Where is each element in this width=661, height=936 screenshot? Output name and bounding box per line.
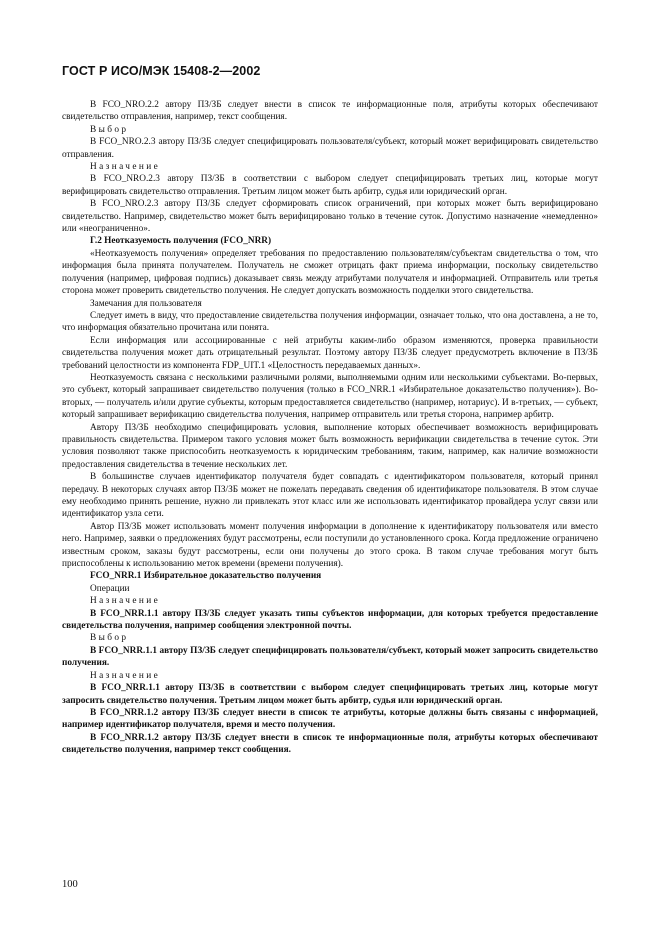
paragraph: В FCO_NRO.2.3 автору ПЗ/ЗБ следует сформировать список ограничений, при которых может быть верифицировано свидетельство. Например, свидетельство может быть верифицировано только в течение суток. Допустимо назначение «немедленно» или «неограниченно».: [62, 199, 598, 235]
page-number: 100: [62, 879, 78, 890]
component-heading: FCO_NRR.1 Избирательное доказательство получения: [90, 571, 322, 582]
paragraph: В FCO_NRO.2.2 автору ПЗ/ЗБ следует внести в список те информационные поля, атрибуты которых обеспечивают свидетельство отправления, например, текст сообщения.: [62, 100, 598, 123]
section-heading: Г.2 Неотказуемость получения (FCO_NRR): [90, 236, 272, 247]
paragraph: В FCO_NRR.1.1 автору ПЗ/ЗБ следует указать типы субъектов информации, для которых требуется предоставление свидетельства получения, например сообщения электронной почты.: [62, 608, 598, 632]
paragraph: В FCO_NRR.1.1 автору ПЗ/ЗБ следует специфицировать пользователя/субъект, который может запросить свидетельство получения.: [62, 645, 598, 669]
label-choice: Выбор: [90, 633, 129, 644]
paragraph: В FCO_NRR.1.2 автору ПЗ/ЗБ следует внести в список те атрибуты, которые должны быть связаны с информацией, например идентификатор получателя, время и место получения.: [62, 707, 598, 731]
paragraph: Автору ПЗ/ЗБ необходимо специфицировать условия, выполнение которых обеспечивает возможность верифицировать правильность свидетельства. Примером такого условия может быть возможность верификации свидетельства в течение суток. Эти условия позволяют также приспособить неотказуемость к юридическим требованиям, таким, например, как наличие возможности предоставления свидетельства в течение нескольких лет.: [62, 422, 598, 470]
label-assignment: Назначение: [90, 162, 161, 173]
paragraph: Неотказуемость связана с несколькими различными ролями, выполняемыми одним или несколькими субъектами. Во-первых, это субъект, который запрашивает свидетельство получения (только в FCO_NRR.1 «Избирательное доказательство получения»). Во-вторых, — получатель и/или другие субъекты, которым предоставляется свидетельство (например, нотариус). И в-третьих, — субъект, который запрашивает верификацию свидетельства получения, например отправитель или третья сторона, например арбитр.: [62, 372, 598, 421]
paragraph: В FCO_NRO.2.3 автору ПЗ/ЗБ следует специфицировать пользователя/субъект, который может верифицировать свидетельство отправления.: [62, 137, 598, 160]
label-choice: Выбор: [90, 124, 129, 135]
operations-label: Операции: [90, 583, 130, 594]
paragraph: «Неотказуемость получения» определяет требования по предоставлению пользователям/субъектам свидетельства о том, что информация была принята получателем. Получатель не сможет отрицать факт приема информации, поскольку свидетельство получения (например, цифровая подпись) доказывает связь между атрибутами получателя и информацией. Отправитель или третья сторона может проверить свидетельство получения. Не следует допускать возможность подделки этого свидетельства.: [62, 248, 598, 297]
document-body: [62, 99, 598, 757]
paragraph: В FCO_NRO.2.3 автору ПЗ/ЗБ в соответствии с выбором следует специфицировать третьих лиц, которые могут верифицировать свидетельство отправления. Третьим лицом может быть арбитр, судья или юридический орган.: [62, 174, 598, 197]
user-notes-heading: Замечания для пользователя: [90, 298, 202, 309]
label-assignment: Назначение: [90, 596, 161, 607]
paragraph: В FCO_NRR.1.1 автору ПЗ/ЗБ в соответствии с выбором следует специфицировать третьих лиц, которые могут запросить свидетельство получения. Третьим лицом может быть арбитр, судья или юридический орган.: [62, 683, 598, 706]
paragraph: Следует иметь в виду, что предоставление свидетельства получения информации, означает только, что она доставлена, а не то, что информация обязательно прочитана или понята.: [62, 310, 598, 334]
label-assignment: Назначение: [90, 670, 161, 681]
document-header: ГОСТ Р ИСО/МЭК 15408-2—2002: [62, 64, 261, 78]
paragraph: В FCO_NRR.1.2 автору ПЗ/ЗБ следует внести в список те информационные поля, атрибуты которых обеспечивают свидетельство получения, например текст сообщения.: [62, 732, 598, 756]
paragraph: Автор ПЗ/ЗБ может использовать момент получения информации в дополнение к идентификатору пользователя или вместо него. Например, заявки о предложениях будут рассмотрены, если поступили до установленного срока. Когда предложение ограничено известным сроком, заказы будут рассмотрены, если они получены до этого срока. В таком случае требования могут быть приспособлены к использованию меток времени (времени получения).: [62, 521, 598, 570]
paragraph: Если информация или ассоциированные с ней атрибуты каким-либо образом изменяются, проверка правильности свидетельства получения может дать отрицательный результат. Поэтому автору ПЗ/ЗБ следует предусмотреть включение в ПЗ/ЗБ требований целостности из компонента FDP_UIT.1 «Целостность передаваемых данных».: [62, 335, 598, 371]
paragraph: В большинстве случаев идентификатор получателя будет совпадать с идентификатором пользователя, который принял передачу. В некоторых случаях автор ПЗ/ЗБ может не пожелать передавать сведения об идентификаторе пользователя. В этом случае ему необходимо принять решение, нужно ли привлекать этот класс или же использовать идентификатор провайдера услуг связи или идентификатор узла сети.: [62, 472, 598, 520]
